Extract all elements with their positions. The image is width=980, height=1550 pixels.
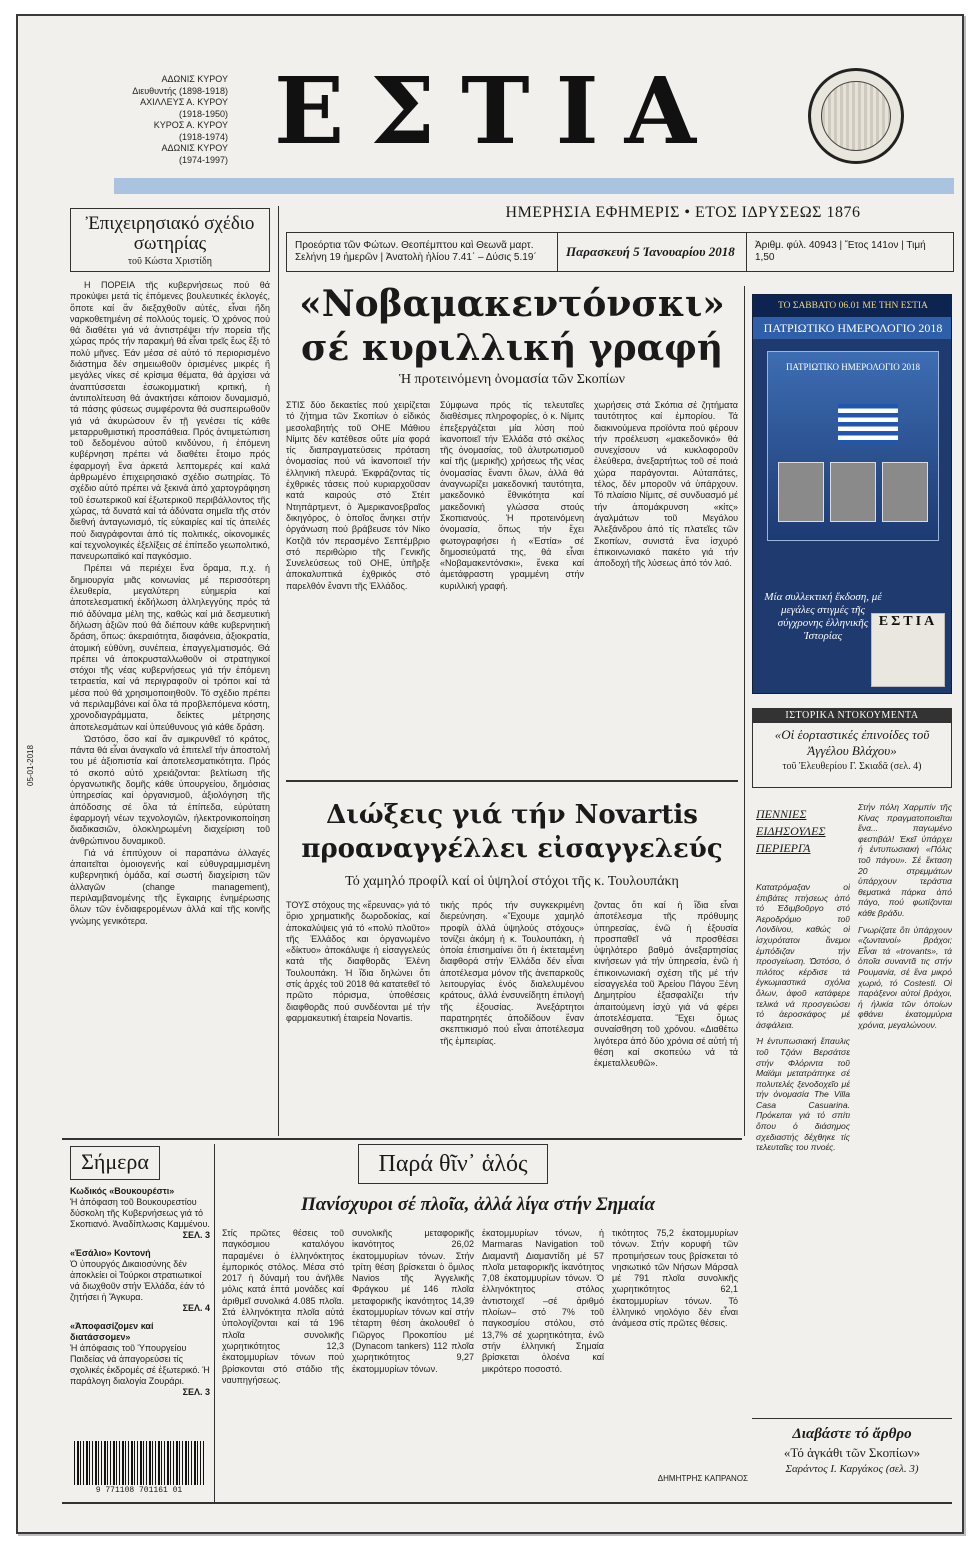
shipping-headline[interactable]: Πανίσχυροι σέ πλοῖα, ἀλλά λίγα στήν Σημαία <box>301 1194 655 1215</box>
section-rule <box>752 1418 952 1419</box>
pennies-item: Γνωρίζατε ὅτι ὑπάρχουν «ζωντανοί» βράχοι; Εἶναι τά «trovants», τά ὁποῖα συναντᾶ τις στήν Ρουμανία, σέ ἕνα μικρό χωριό, τό Costesti. Οἱ παράξενοι αὐτοί βράχοι, ἡ ἡλικία τῶν ὁποίων φθάνει ἑκατομμύρια χρόνια, μεγαλώνουν. <box>858 924 952 1030</box>
today-item-page: ΣΕΛ. 3 <box>182 1387 210 1397</box>
novartis-headline[interactable]: Διώξεις γιά τήν Novartis προαναγγέλλει εἰσαγγελεύς <box>301 800 723 864</box>
pennies-left-column <box>756 882 850 1412</box>
editorial-header <box>70 208 270 272</box>
read-article-title: «Τό ἀγκάθι τῶν Σκοπίων» <box>783 1445 921 1460</box>
issue-date: Παρασκευή 5 Ἰανουαρίου 2018 <box>557 233 747 271</box>
masthead-title: ΕΣΤΙΑ <box>273 57 723 165</box>
thumbnail-masthead: ΕΣΤΙΑ <box>878 614 938 629</box>
pennies-logo-line: ΠΕΝΝΙΕΣ <box>756 807 807 821</box>
today-item-text: Ὁ ὑπουργός Δικαιοσύνης δέν ἀποκλείει οἱ Τούρκοι στρατιωτικοί νά διωχθοῦν στήν Ἑλλάδα, ἐάν τό ζητήσει ἡ Ἄγκυρα. <box>70 1259 205 1302</box>
tagline: ΗΜΕΡΗΣΙΑ ΕΦΗΜΕΡΙΣ • ΕΤΟΣ ΙΔΡΥΣΕΩΣ 1876 <box>505 204 861 221</box>
book-cover-title: ΠΑΤΡΙΩΤΙΚΟ ΗΜΕΡΟΛΟΓΙΟ 2018 <box>785 362 920 372</box>
today-item-page: ΣΕΛ. 4 <box>182 1303 210 1313</box>
today-item-page: ΣΕΛ. 3 <box>182 1230 210 1240</box>
shipping-signature: ΔΗΜΗΤΡΗΣ ΚΑΠΡΑΝΟΣ <box>657 1474 748 1483</box>
history-box-head: ΙΣΤΟΡΙΚΑ ΝΤΟΚΟΥΜΕΝΤΑ <box>753 709 951 723</box>
founder-line: ΑΔΩΝΙΣ ΚΥΡΟΥ <box>161 143 228 153</box>
founder-line: ΑΧΙΛΛΕΥΣ Α. ΚΥΡΟΥ <box>140 97 228 107</box>
column-divider <box>278 206 279 1136</box>
today-box-title: Σήμερα <box>70 1146 160 1180</box>
barcode-number: 9 771108 701161 01 <box>95 1486 183 1495</box>
calendar-photo <box>778 462 824 522</box>
ad-caption: Μία συλλεκτική ἔκδοση, μέ μεγάλες στιγμές τῆς σύγχρονης ἑλληνικῆς Ἱστορίας <box>764 591 882 642</box>
ad-top-line: ΤΟ ΣΑΒΒΑΤΟ 06.01 ΜΕ ΤΗΝ ΕΣΤΙΑ <box>753 295 952 317</box>
lead-headline[interactable]: «Νοβαμακεντόνσκι» σέ κυριλλική γραφή <box>299 283 725 369</box>
today-item[interactable] <box>70 1186 210 1241</box>
shipping-column-1: Στίς πρῶτες θέσεις τοῦ παγκόσμιου καταλόγου παραμένει ὁ ἑλληνόκτητος ἐμπορικός στόλος. Μέσα στό 2017 ἡ δύναμή του ἀνῆλθε μόλις κατά ἑπτά μονάδες καί ἀριθμεῖ συνολικά 4.085 πλοῖα. Στά ἐλληνόκτητα πλοῖα αὐτά ὑπολογίζονται καί τά 196 πλοῖα συνολικῆς χωρητικότητος 12,3 ἑκατομμυρίων τόνων πού βρίσκονται στό στάδιο τῆς ναυπηγήσεως. <box>222 1228 344 1385</box>
editorial-body <box>70 280 270 1144</box>
lead-column-1: ΣΤΙΣ δύο δεκαετίες πού χειρίζεται τό ζήτημα τῶν Σκοπίων ὁ εἰδικός μεσολαβητής τοῦ ΟΗΕ Μάθιου Νίμιτς δέν κατέθεσε οὔτε μία φορά τίς διαπραγματεύσεις πρόταση ὀνομασίας πού νά ἱκανοποιεῖ τήν ἑλληνική πλευρά. Ἐκφράζοντας τίς ἐχθρικές τάσεις πού κυριαρχοῦσαν κατά καιρούς στό Στέιτ Ντηπάρτμεντ, ὁ Ἀμερικανοεβραῖος δικηγόρος, ὁ ὁποῖος ἄνηκει στήν ὀργάνωση πού βράβευσε τόν Νίκο Κοτζιᾶ τόν περασμένο Σεπτέμβριο στό περιθώριο τῆς Γενικῆς Συνελεύσεως τοῦ ΟΗΕ, ὑπῆρξε ἀποκαλυπτικά ἐχθρικός στό παρελθόν ἔναντι τῆς Ἑλλάδος. <box>286 400 430 591</box>
founder-line: ΚΥΡΟΣ Α. ΚΥΡΟΥ <box>153 120 228 130</box>
today-items <box>70 1186 210 1405</box>
pennies-logo <box>756 806 840 857</box>
novartis-column-1: ΤΟΥΣ στόχους της «ἔρευνας» γιά τό ὅριο χρηματικῆς δωροδοκίας, καί ἀποκαλύψεις γιά τό «πολύ πλοῦτο» τῆς Ἑλλάδος και ὀργανωμένο «δίκτυο» ἀποκάλυψε ἡ εἰσαγγελεύς κατά τῆς διαφθορᾶς Ἐλένη Τουλουπάκη. Ἡ ἴδια δηλώνει ὅτι στίς ἀρχές τοῦ 2018 θά κατατεθεῖ τό πρῶτο πόρισμα, ὑποθέσεις διαφθορᾶς πού συνδέονται μέ τήν φαρμακευτική ἑταιρεία Novartis. <box>286 900 430 1023</box>
today-item[interactable] <box>70 1248 210 1314</box>
date-info-bar <box>286 232 954 272</box>
lead-column-2: Σύμφωνα πρός τίς τελευταῖες διαθέσιμες πληροφορίες, ὁ κ. Νίμιτς ἐπεξεργάζεται μία λύση πού ἱκανοποιεῖ τήν Ἑλλάδα στό σκέλος τῆς ὀνομασίας, τοῦ ἀλυτρωτισμοῦ καί τῆς (μερικῆς) χρήσεως τῆς νέας ὀνομασίας ἔναντι ὅλων, ἀλλά θά ἀναγνωρίζει μακεδονική ταυτότητα, μακεδονικό ἔθνικότητα καί μακεδονική γλώσσα στούς Σκοπιανούς. Ἡ προτεινόμενη ὀνομασία, ὅπως τήν ἔχει φωτογραφήσει ἡ «Ἑστία» σέ δημοσιεύματά της, θά εἶναι «Νοβαμακεντόνσκι», ἔνεκα καί ἀμετάφραστη γραμμένη στήν κυριλλική γραφή. <box>440 400 584 591</box>
calendar-photo <box>830 462 876 522</box>
column-divider <box>214 1144 215 1504</box>
lead-column-3: χωρήσεις στά Σκόπια σέ ζητήματα ταυτότητος καί ἐμπορίου. Τά διακινούμενα προϊόντα πού φέρουν τήν προέλευση «μακεδονικό» θά συνεχίσουν νά κυκλοφοροῦν ἐλεύθερα, ἀνεξαρτήτως τοῦ σέ ποιά χώρα παράγονται. Αὐταπάτες, τέλος, δέν μποροῦν νά ὑπάρχουν. Τό πλαίσιο Νίμιτς, σέ συνδυασμό μέ τήν ἀπομάκρυνση «κίτς» ἀγαλμάτων τοῦ Μεγάλου Ἀλεξάνδρου ἀπό τίς πλατεῖες τῶν Σκοπίων, συνιστά ἕνα ἰσχυρό ἐπικοινωνιακό πακέτο γιά τήν ἀποδοχή τῆς λύσεως ἀπό τόν λαό. <box>594 400 738 569</box>
founder-line: ΑΔΩΝΙΣ ΚΥΡΟΥ <box>161 74 228 84</box>
calendar-photo <box>882 462 928 522</box>
ad-band-title: ΠΑΤΡΙΩΤΙΚΟ ΗΜΕΡΟΛΟΓΙΟ 2018 <box>753 317 952 339</box>
saints-info <box>287 240 557 264</box>
editorial-title[interactable]: Ἐπιχειρησιακό σχέδιο σωτηρίας <box>85 213 255 254</box>
today-item-keyword: «Ἐσάλιο» Κοντονή <box>70 1248 151 1258</box>
novartis-column-3: ζοντας ὅτι καί ἡ ἴδια εἶναι ἀποτέλεσμα τῆς πρόθυμης ὑπηρεσίας, ἐνῶ ἡ ἐξουσία προσπαθεῖ νά προσθέσει ὑψηλότερο βαθμό ἀνεξαρτησίας κινήσεων γιά τήν ὑπηρεσία, ἐνῶ ἡ ἐπικοινωνιακή σχέση τῆς μέ τήν εἰσαγγελέα τοῦ Ἀρείου Πάγου Ξένη Δημητρίου ἐξασφαλίζει τήν ἀπαιτούμενη ἰσχύ γιά νά φέρει ἀποτελέσματα. Ἔχει ὅμως συναίσθηση τοῦ χρόνου. «Διαθέτω λιγότερα ἀπό δύο χρόνια σέ αὐτή τή θέση καί σκοπεύω νά τά ἐκμεταλλευθῶ». <box>594 900 738 1069</box>
today-item-text: Ἡ ἀπόφασις τοῦ Ὑπουργείου Παιδείας νά ἀπαγορεύσει τίς σχολικές ἐκδρομές σέ ἐξωτερικό. Ἡ παράλογη διαλογία Ζουράρι. <box>70 1343 210 1386</box>
pennies-logo-line: ΠΕΡΙΕΡΓΑ <box>756 841 811 855</box>
editorial-author: τοῦ Κώστα Χριστίδη <box>128 256 212 267</box>
greek-flag-icon <box>838 404 898 444</box>
read-article-author: Σαράντος Ι. Καργάκος (σελ. 3) <box>785 1463 919 1475</box>
today-item[interactable] <box>70 1321 210 1398</box>
calendar-advertisement[interactable] <box>752 294 952 694</box>
founder-line: Διευθυντής (1898-1918) <box>132 85 228 96</box>
shipping-column-3: ἑκατομμυρίων τόνων, ἡ Marmaras Navigation τοῦ Διαμαντῆ Διαμαντίδη μέ 57 πλοῖα μεταφορικῆς ἱκανότητος 7,08 ἑκατομμυρίων τόνων. Ὁ ἑλληνόκτητος στόλος ἀντιστοιχεῖ –σέ ἀριθμό πλοίων– στό 7% τοῦ παγκοσμίου στόλου, στό 13,7% σέ χωρητικότητα, ἐνῶ στήν ἑλληνική Σημαία βρίσκεται ὁλοένα καί μικρότερο ποσοστό. <box>482 1228 604 1374</box>
read-article-head: Διαβάστε τό ἄρθρο <box>792 1426 912 1442</box>
pennies-item: Στήν πόλη Χαρμπίν τῆς Κίνας πραγματοποιεῖται ἕνα... παγωμένο φεστιβάλ! Ἐκεῖ ὑπάρχει ἡ ἐντυπωσιακή «Πόλις τοῦ πάγου». Σέ ἔκταση 20 στρεμμάτων ὑπάρχουν τεράστια θεματικά πάρκα ἀπό πάγο, πού φωτίζονται κάθε βράδυ. <box>858 802 952 918</box>
issue-number: Ἀριθμ. φύλ. 40943 | Ἔτος 141ον | Τιμή 1,50 <box>755 240 926 263</box>
page-bottom-rule <box>62 1502 952 1504</box>
pennies-logo-line: ΕΙΔΗΣΟΥΛΕΣ <box>756 824 826 838</box>
shipping-column-4: τικότητος 75,2 ἑκατομμυρίων τόνων. Στήν κορυφή τῶν προτιμήσεων τους βρίσκεται τό νησιωτικό τῶν Νήσων Μάρσαλ μέ 791 πλοῖα συνολικῆς χωρητικότητος 62,1 ἑκατομμυρίων τόνων. Τό ἑλληνικό νηολόγιο δέν εἶναι ἀνάμεσα στίς πρῶτες θέσεις. <box>612 1228 738 1329</box>
novartis-subhead: Τό χαμηλό προφίλ καί οἱ ὑψηλοί στόχοι τῆς κ. Τουλουπάκη <box>345 874 679 889</box>
novartis-column-2: τικής πρός τήν συγκεκριμένη διερεύνηση. «Ἔχουμε χαμηλό προφίλ ἀλλά ὑψηλούς στόχους» τονίζει ἀκόμη ἡ κ. Τουλουπάκη, ἡ ὁποία ἐπισημαίνει ὅτι ἡ ἐκτεταμένη διαφθορά στήν Ἑλλάδα δέν εἶναι ἀποτέλεσμα μόνον τῆς ἀνεπαρκοῦς λειτουργίας ἑνός διαλελυμένου κράτους, ἀλλά ἐνσυνείδητη ἐπιλογή τῆς ἐξουσίας. Ἀνεξάρτητοι παρατηρητές ἀποδίδουν ἕναν σκεπτικισμό πού εἶναι ἀποτέλεσμα τῆς ἐμπειρίας. <box>440 900 584 1046</box>
section-rule <box>286 780 738 782</box>
shipping-column-2: συνολικῆς μεταφορικῆς ἱκανότητος 26,02 ἑκατομμυρίων τόνων. Στήν τρίτη θέση βρίσκεται ὁ ὅμιλος Navios τῆς Ἀγγελικῆς Φράγκου μέ 146 πλοῖα μεταφορικῆς ἱκανότητος 14,39 ἑκατομμυρίων τόνων καί στήν τέταρτη θέση ἀκολουθεῖ ὁ Γιῶργος Προκοπίου μέ (Dynacom tankers) 112 πλοῖα χωρητικότητος 9,27 ἑκατομμυρίων τόνων. <box>352 1228 474 1374</box>
editorial-paragraph: Η ΠΟΡΕΙΑ τῆς κυβερνήσεως πού θά προκύψει μετά τίς ἑπόμενες βουλευτικές ἐκλογές, ὅποτε καί ἄν διεξαχθοῦν αὐτές, εἶναι ἤδη ναρκοθετημένη σέ πολλούς τομείς. Ὁ χρόνος πού θά διαθέτει γιά νά ἀντιστρέψει τήν πορεία τῆς χώρας πρός τήν παρακμή θά εἶναι τρεῖς ἕως ἕξι τό πολύ μῆνες. Ἐάν μέσα σέ αὐτό τό περιορισμένο διάστημα δέν σημειωθοῦν ὁρισμένες μικρές ἤ μεγάλες νίκες σέ κρίσιμα θέματα, θά ἀρχίσει νά ἀναπτύσσεται ἐσωκομματική κριτική, ἡ ἀντιπολίτευση θά ἀνακτήσει κάποιον δυναμισμό, τά πάσης φύσεως συμφέροντα θά συσπειρωθοῦν γιά νά ἀκυρώσουν ἕν τῇ γενέσει τίς κάθε μεταρρυθμιστική προσπάθεια. Πρός ἀντιμετώπιση τοῦ δεδομένου αὐτοῦ κινδύνου, ἡ ἑπόμενη κυβέρνηση πρέπει νά διαθέτει ἕτοιμο πρός ἐφαρμογή ἕνα ἀρκετά λεπτομερές καί καλά ἀρθρωμένο ἐπιχειρησιακό σχέδιο σωτηρίας. Τό σχέδιο αὐτό πρέπει νά ξεκινά ἀπό χαρτογράφηση τοῦ ἐσωτερικοῦ καί ἐξωτερικοῦ περιβάλλοντος τῆς χώρας, τά δυνατά καί τά ἀδύνατα σημεῖα τῆς στόν διεθνή ἀνταγωνισμό, τίς εὐκαιρίες καί τίς ἀπειλές πού διαγράφονται ἀπό τίς πολιτικές, οἰκονομικές καί τεχνολογικές ἐξελίξεις σέ ἐπίπεδο γεωπολιτικό, πανευρωπαϊκό καί παγκόσμιο. <box>70 280 270 562</box>
saints-text: Προεόρτια τῶν Φώτων. Θεοπέμπτου καὶ Θεωνᾶ μαρτ. <box>295 240 534 251</box>
para-section-title: Παρά θῖν᾽ ἁλός <box>358 1144 548 1184</box>
editorial-paragraph: Πρέπει νά περιέχει ἕνα ὅραμα, π.χ. ἡ δημιουργία μιᾶς κοινωνίας μέ περισσότερη ἐλευθερία, μεγαλύτερη εὐημερία καί ἀποτελεσματική ἐκδήλωση ἀλληλεγγύης πρός τά πιό ἀδύναμα μέλη της, καθώς καί μιά δεσμευτική δήλωση ἀξιῶν πού θά διέπουν κάθε κυβερνητική δράση, ὅπως: ἀκεραιότητα, διαφάνεια, ἀξιοκρατία, ἀτομική εὐθύνη, συνέπεια, ἐπαγγελματισμός. Θά πρέπει νά ἀποκρυσταλλωθοῦν οἱ στρατηγικοί στόχοι τῆς νέας κυβερνήσεως γιά τήν ἑπόμενη τετραετία, καί νά περιγραφοῦν οἱ τρόποι καί τά μέσα πού θά χρησιμοποιηθοῦν. Τό σχέδιο πρέπει νά περιλαμβάνει καί ὅλα τά προβλεπόμενα κόστη, χρονοδιαγράμματα, δείκτες μέτρησης ἀποτελεσμάτων καί ὑπεύθυνους γιά κάθε δράση. <box>70 563 270 732</box>
history-box-title: «Οἱ ἑορταστικές ἐπινοίδες τοῦ Ἀγγέλου Βλάχου» <box>774 727 930 758</box>
newspaper-front-page <box>16 14 964 1534</box>
history-documents-box[interactable] <box>752 708 952 788</box>
masthead-band <box>114 178 954 194</box>
editorial-paragraph: Γιά νά ἐπιτύχουν οἱ παραπάνω ἀλλαγές ἀπαιτεῖται ὁμοιογενής καί εὐθυγραμμισμένη κυβερνητική ὁμάδα, καί σωστή διαχείριση τῶν ἀλλαγῶν (change management), περιλαμβανομένης τῆς ἔγκαιρης ἐνημέρωσης ὅλων τῶν ἐνδιαφερομένων ἀλλά καί τῆς κοινῆς γνώμης γενικότερα. <box>70 847 270 926</box>
founder-line: (1918-1950) <box>178 108 228 119</box>
barcode-icon <box>74 1441 204 1485</box>
lead-subhead: Ἡ προτεινόμενη ὀνομασία τῶν Σκοπίων <box>399 372 625 387</box>
today-item-keyword: Κωδικός «Βουκουρέστι» <box>70 1186 175 1196</box>
today-item-keyword: «Ἀποφασίζομεν καί διατάσσομεν» <box>70 1321 154 1342</box>
newspaper-thumbnail <box>871 613 945 687</box>
pennies-item: Κατατρόμαξαν οἱ ἐπιβάτες πτήσεως ἀπό τό Ἐδιμβοῦργο στό Ἀεροδρόμιο τοῦ Λονδίνου, καθώς οἱ ἰσχυρότατοι ἄνεμοι ἐμπόδιζαν τήν προσγείωση. Ὡστόσο, ὁ πιλότος κέρδισε τά ἐγκωμιαστικά σχόλια ὅλων, ἀφοῦ κατάφερε τελικά νά προσγειώσει τό ἀεροσκάφος μέ ἀσφάλεια. <box>756 882 850 1030</box>
astro-text: Σελήνη 19 ἡμερῶν | Ἀνατολὴ ἡλίου 7.41΄ – Δύσις 5.19΄ <box>295 252 537 263</box>
history-box-author: τοῦ Ἐλευθερίου Γ. Σκιαδᾶ (σελ. 4) <box>782 761 922 772</box>
calendar-book-image <box>767 351 939 541</box>
pennies-right-column <box>858 802 952 1412</box>
side-date: 05-01-2018 <box>26 745 35 786</box>
today-item-text: Ἡ ἀπόφαση τοῦ Βουκουρεστίου δύσκολη τῆς Κυβερνήσεως γιά τό Σκοπιανό. Ἀναδίπλωσις Καμμένου. <box>70 1197 210 1229</box>
column-divider <box>744 286 745 1136</box>
pennies-item: Ἡ ἐντυπωσιακή ἔπαυλις τοῦ Τζιάνι Βερσάτσε στήν Φλόριντα τοῦ Μαϊάμι μετατράπηκε σέ πολυτελές ξενοδοχεῖο μέ τήν ὀνομασία The Villa Casa Casuarina. Πρόκειται γιά τό σπίτι ὅπου ὁ διάσημος σχεδιαστής δέχθηκε τίς τελευταῖες του πνοές. <box>756 1036 850 1153</box>
founders-list <box>88 74 228 166</box>
seal-emblem-icon <box>808 68 904 164</box>
bottom-section-rule <box>62 1138 742 1140</box>
founder-line: (1918-1974) <box>178 131 228 142</box>
founder-line: (1974-1997) <box>178 154 228 165</box>
editorial-paragraph: Ὡστόσο, ὅσο καί ἄν σμικρυνθεῖ τό κράτος, πάντα θά εἶναι ἀναγκαῖο νά ἐπιτελεῖ τήν ἀποστολή του μέ ἀξιοπιστία καί ἀποτελεσματικότητα. Πρός τό σκοπό αὐτό χρειάζονται: βελτίωση τῆς ὀργανωτικῆς δομῆς κάθε ὑπουργείου, δημόσιας ὑπηρεσίας καί ὀργανισμοῦ, ἀξιολόγηση τῆς ἀπόδοσης σέ ὅλα τά ἐπίπεδα, εὐρύτατη ἐφαρμογή νέων τεχνολογιῶν, ἠλεκτρονικοποίηση διαδικασιῶν, ὁλοκληρωμένη διαχείριση τοῦ ἀνθρώπινου δυναμικοῦ. <box>70 733 270 846</box>
read-article-box[interactable] <box>752 1426 952 1475</box>
